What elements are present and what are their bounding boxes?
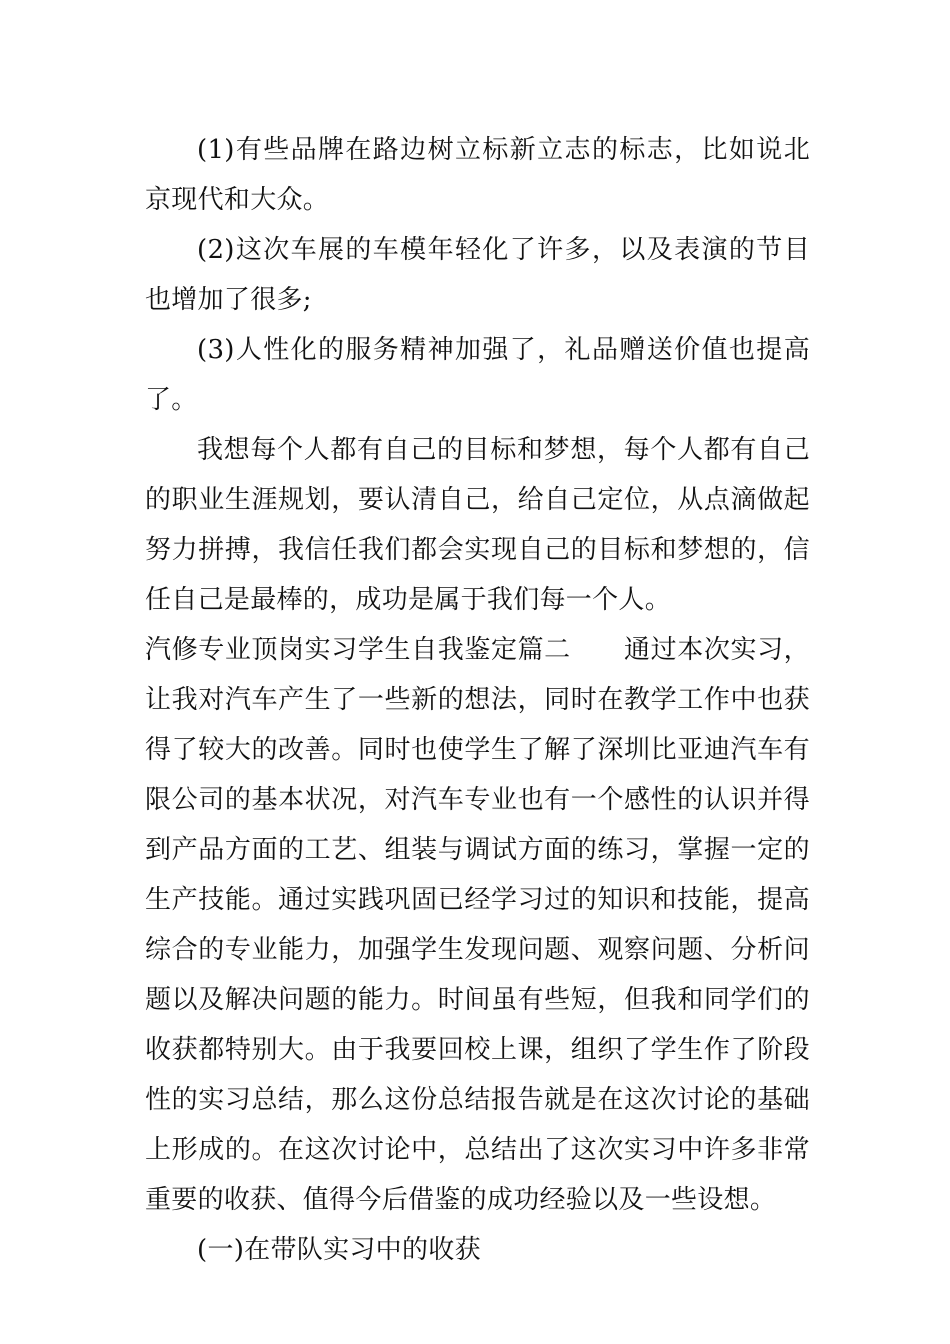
section-heading-paragraph: 汽修专业顶岗实习学生自我鉴定篇二 通过本次实习，让我对汽车产生了一些新的想法，同时在教学工作中也获得了较大的改善。同时也使学生了解了深圳比亚迪汽车有限公司的基本状况，对汽车专业也有一个感性的认识并得到产品方面的工艺、组装与调试方面的练习，掌握一定的生产技能。通过实践巩固已经学习过的知识和技能，提高综合的专业能力，加强学生发现问题、观察问题、分析问题以及解决问题的能力。时间虽有些短，但我和同学们的收获都特别大。由于我要回校上课，组织了学生作了阶段性的实习总结，那么这份总结报告就是在这次讨论的基础上形成的。在这次讨论中，总结出了这次实习中许多非常重要的收获、值得今后借鉴的成功经验以及一些设想。 (145, 635, 810, 1215)
list-item-2: (2)这次车展的车模年轻化了许多，以及表演的节目也增加了很多; (145, 235, 810, 315)
list-item-3: (3)人性化的服务精神加强了，礼品赠送价值也提高了。 (145, 335, 810, 415)
subsection-heading: (一)在带队实习中的收获 (197, 1235, 481, 1265)
body-paragraph-goals: 我想每个人都有自己的目标和梦想，每个人都有自己的职业生涯规划，要认清自己，给自己定位，从点滴做起努力拼搏，我信任我们都会实现自己的目标和梦想的，信任自己是最棒的，成功是属于我们每一个人。 (145, 435, 810, 615)
document-body (145, 125, 810, 1275)
list-item-1: (1)有些品牌在路边树立标新立志的标志，比如说北京现代和大众。 (145, 135, 810, 215)
